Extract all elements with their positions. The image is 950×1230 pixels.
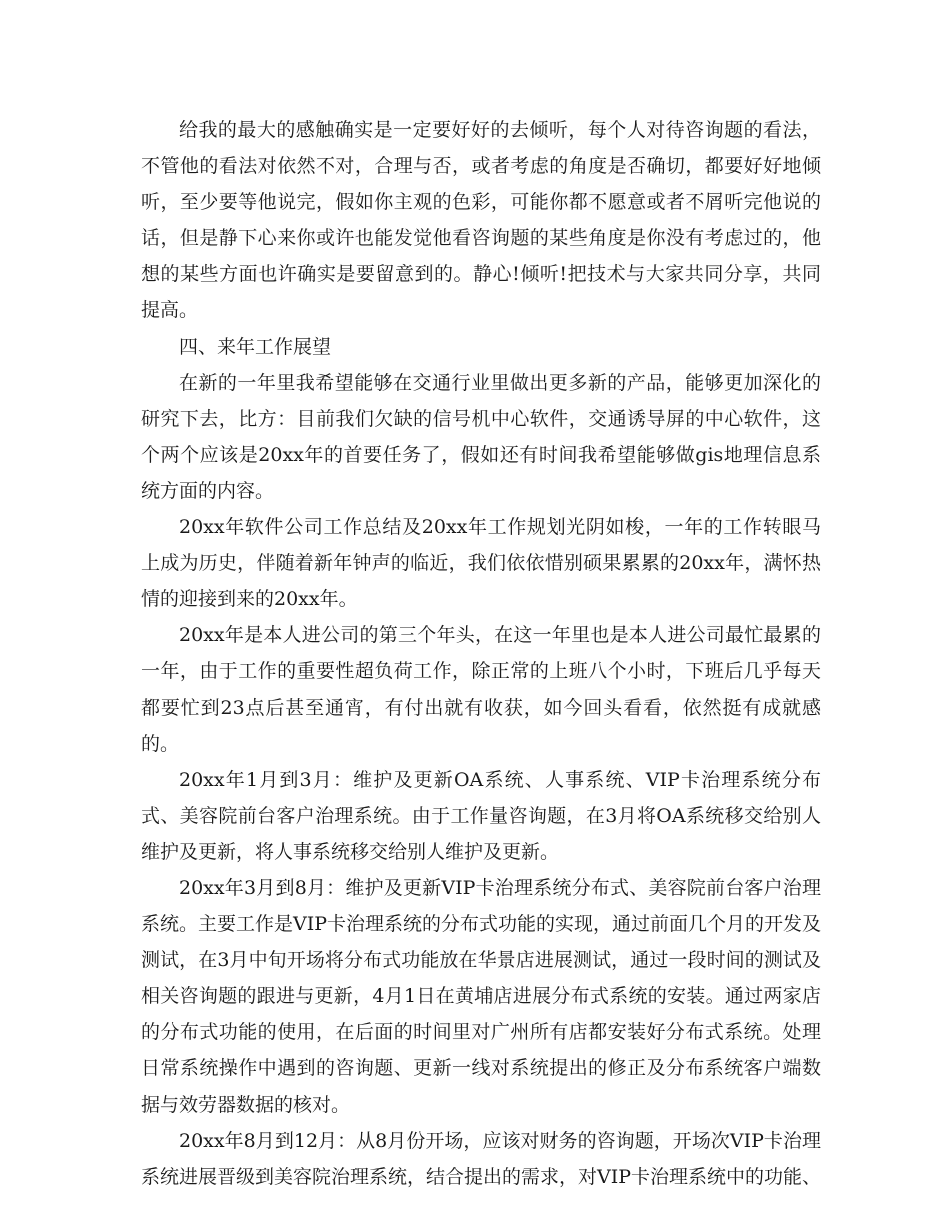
section-heading-outlook: 四、来年工作展望 <box>179 335 332 358</box>
paragraph-third-year: 20xx年是本人进公司的第三个年头，在这一年里也是本人进公司最忙最累的一年，由于工作的重要性超负荷工作，除正常的上班八个小时，下班后几乎每天都要忙到23点后甚至通宵，有付出就有收获，如今回头看看，依然挺有成就感的。 <box>141 624 821 755</box>
paragraph-new-year-plan: 在新的一年里我希望能够在交通行业里做出更多新的产品，能够更加深化的研究下去，比方：目前我们欠缺的信号机中心软件，交通诱导屏的中心软件，这个两个应该是20xx年的首要任务了，假如还有时间我希望能够做gis地理信息系统方面的内容。 <box>141 371 821 502</box>
paragraph-summary-intro: 20xx年软件公司工作总结及20xx年工作规划光阴如梭，一年的工作转眼马上成为历史，伴随着新年钟声的临近，我们依依惜别硕果累累的20xx年，满怀热情的迎接到来的20xx年。 <box>141 516 821 611</box>
paragraph-listening: 给我的最大的感触确实是一定要好好的去倾听，每个人对待咨询题的看法，不管他的看法对依然不对，合理与否，或者考虑的角度是否确切，都要好好地倾听，至少要等他说完，假如你主观的色彩，可能你都不愿意或者不屑听完他说的话，但是静下心来你或许也能发觉他看咨询题的某些角度是你没有考虑过的，他想的某些方面也许确实是要留意到的。静心!倾听!把技术与大家共同分享，共同提高。 <box>141 119 821 322</box>
paragraph-mar-aug: 20xx年3月到8月：维护及更新VIP卡治理系统分布式、美容院前台客户治理系统。主要工作是VIP卡治理系统的分布式功能的实现，通过前面几个月的开发及测试，在3月中旬开场将分布式功能放在华景店进展测试，通过一段时间的测试及相关咨询题的跟进与更新，4月1日在黄埔店进展分布式系统的安装。通过两家店的分布式功能的使用，在后面的时间里对广州所有店都安装好分布式系统。处理日常系统操作中遇到的咨询题、更新一线对系统提出的修正及分布系统客户端数据与效劳器数据的核对。 <box>141 876 822 1116</box>
paragraph-jan-mar: 20xx年1月到3月：维护及更新OA系统、人事系统、VIP卡治理系统分布式、美容院前台客户治理系统。由于工作量咨询题，在3月将OA系统移交给别人维护及更新，将人事系统移交给别人维护及更新。 <box>141 768 821 863</box>
document-body <box>141 112 821 1195</box>
paragraph-aug-dec: 20xx年8月到12月：从8月份开场，应该对财务的咨询题，开场次VIP卡治理系统进展晋级到美容院治理系统，结合提出的需求，对VIP卡治理系统中的功能、 <box>141 1129 822 1188</box>
